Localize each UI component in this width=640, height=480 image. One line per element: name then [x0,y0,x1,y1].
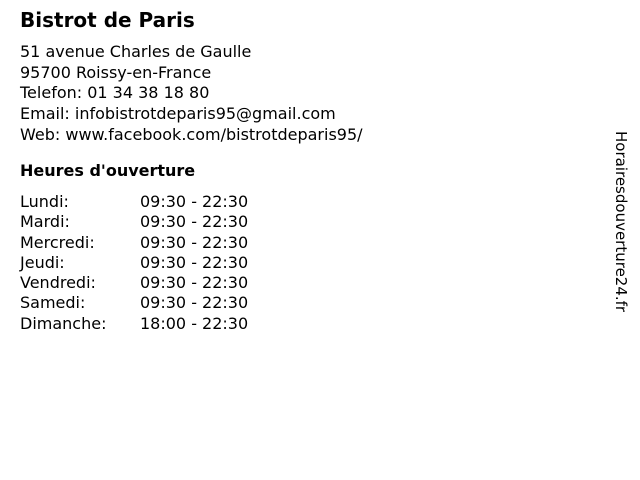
hours-row-thursday [20,253,248,273]
hours-row-monday [20,192,248,212]
address-line-2: 95700 Roissy-en-France [20,62,212,82]
time-value: 09:30 - 22:30 [140,212,249,232]
time-value: 09:30 - 22:30 [140,192,249,211]
day-label: Lundi: [20,192,69,211]
time-value: 09:30 - 22:30 [140,252,249,272]
day-label: Jeudi: [20,252,65,272]
email-line: Email: infobistrotdeparis95@gmail.com [20,104,336,124]
site-watermark-label: Horairesdouverture24.fr [612,131,630,313]
time-value: 09:30 - 22:30 [140,273,249,293]
hours-row-saturday [20,293,248,313]
time-value: 09:30 - 22:30 [140,293,249,313]
opening-hours-heading: Heures d'ouverture [20,161,196,180]
hours-row-wednesday [20,233,248,253]
hours-row-tuesday [20,212,248,232]
day-label: Mercredi: [20,232,95,252]
hours-row-friday [20,273,248,293]
business-name-title: Bistrot de Paris [20,8,195,32]
day-label: Dimanche: [20,313,107,333]
web-line: Web: www.facebook.com/bistrotdeparis95/ [20,124,363,144]
opening-hours-table [20,192,248,334]
address-line-1: 51 avenue Charles de Gaulle [20,42,252,61]
time-value: 18:00 - 22:30 [140,313,249,333]
time-value: 09:30 - 22:30 [140,232,249,252]
day-label: Vendredi: [20,273,96,293]
day-label: Mardi: [20,212,70,232]
phone-line: Telefon: 01 34 38 18 80 [20,83,210,103]
day-label: Samedi: [20,293,86,313]
hours-row-sunday [20,314,248,334]
contact-info-block [20,42,363,146]
